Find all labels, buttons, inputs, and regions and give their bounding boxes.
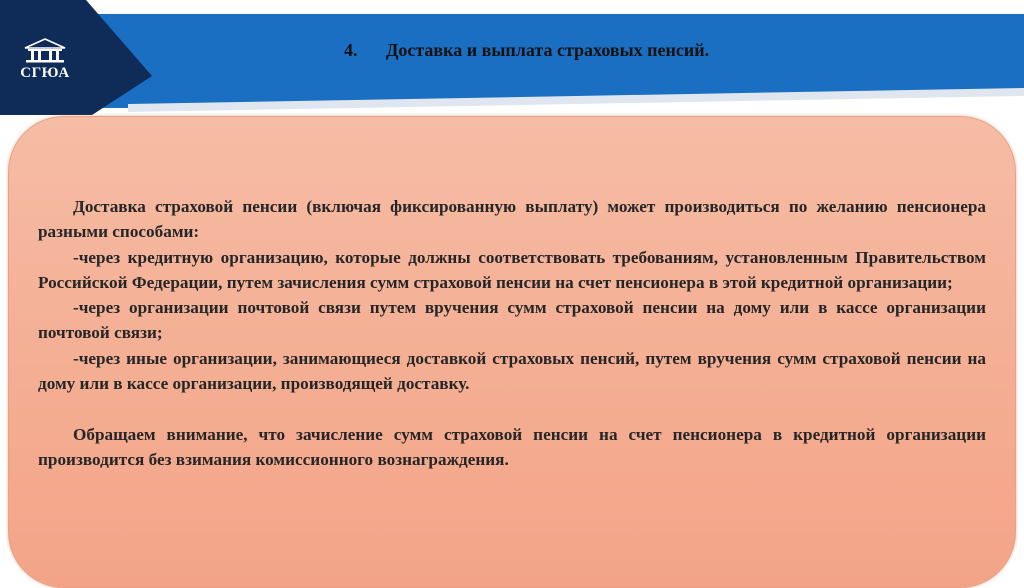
paragraph-postal: -через организации почтовой связи путем вручения сумм страховой пенсии на дому или в кассе организации почтовой связи; [38,298,986,343]
page-title [344,40,904,61]
light-stripe [0,0,1024,14]
paragraph-intro: Доставка страховой пенсии (включая фиксированную выплату) может производиться по желанию пенсионера разными способами: [38,197,986,242]
content-text [38,194,986,472]
title-text: Доставка и выплата страховых пенсий. [386,40,710,60]
building-icon [23,38,67,64]
logo-text: СГЮА [20,65,70,81]
paragraph-notice: Обращаем внимание, что зачисление сумм страховой пенсии на счет пенсионера в кредитной организации производится без взимания комиссионного вознаграждения. [38,424,986,469]
paragraph-other-orgs: -через иные организации, занимающиеся доставкой страховых пенсий, путем вручения сумм страховой пенсии на дому или в кассе организации, производящей доставку. [38,348,986,394]
logo[interactable] [10,38,80,96]
paragraph-credit-org: -через кредитную организацию, которые должны соответствовать требованиям, установленным Правительством Российской Федерации, путем зачисления сумм страховой пенсии на счет пенсионера в этой кредитной организации; [38,247,986,292]
title-number: 4. [344,40,358,60]
